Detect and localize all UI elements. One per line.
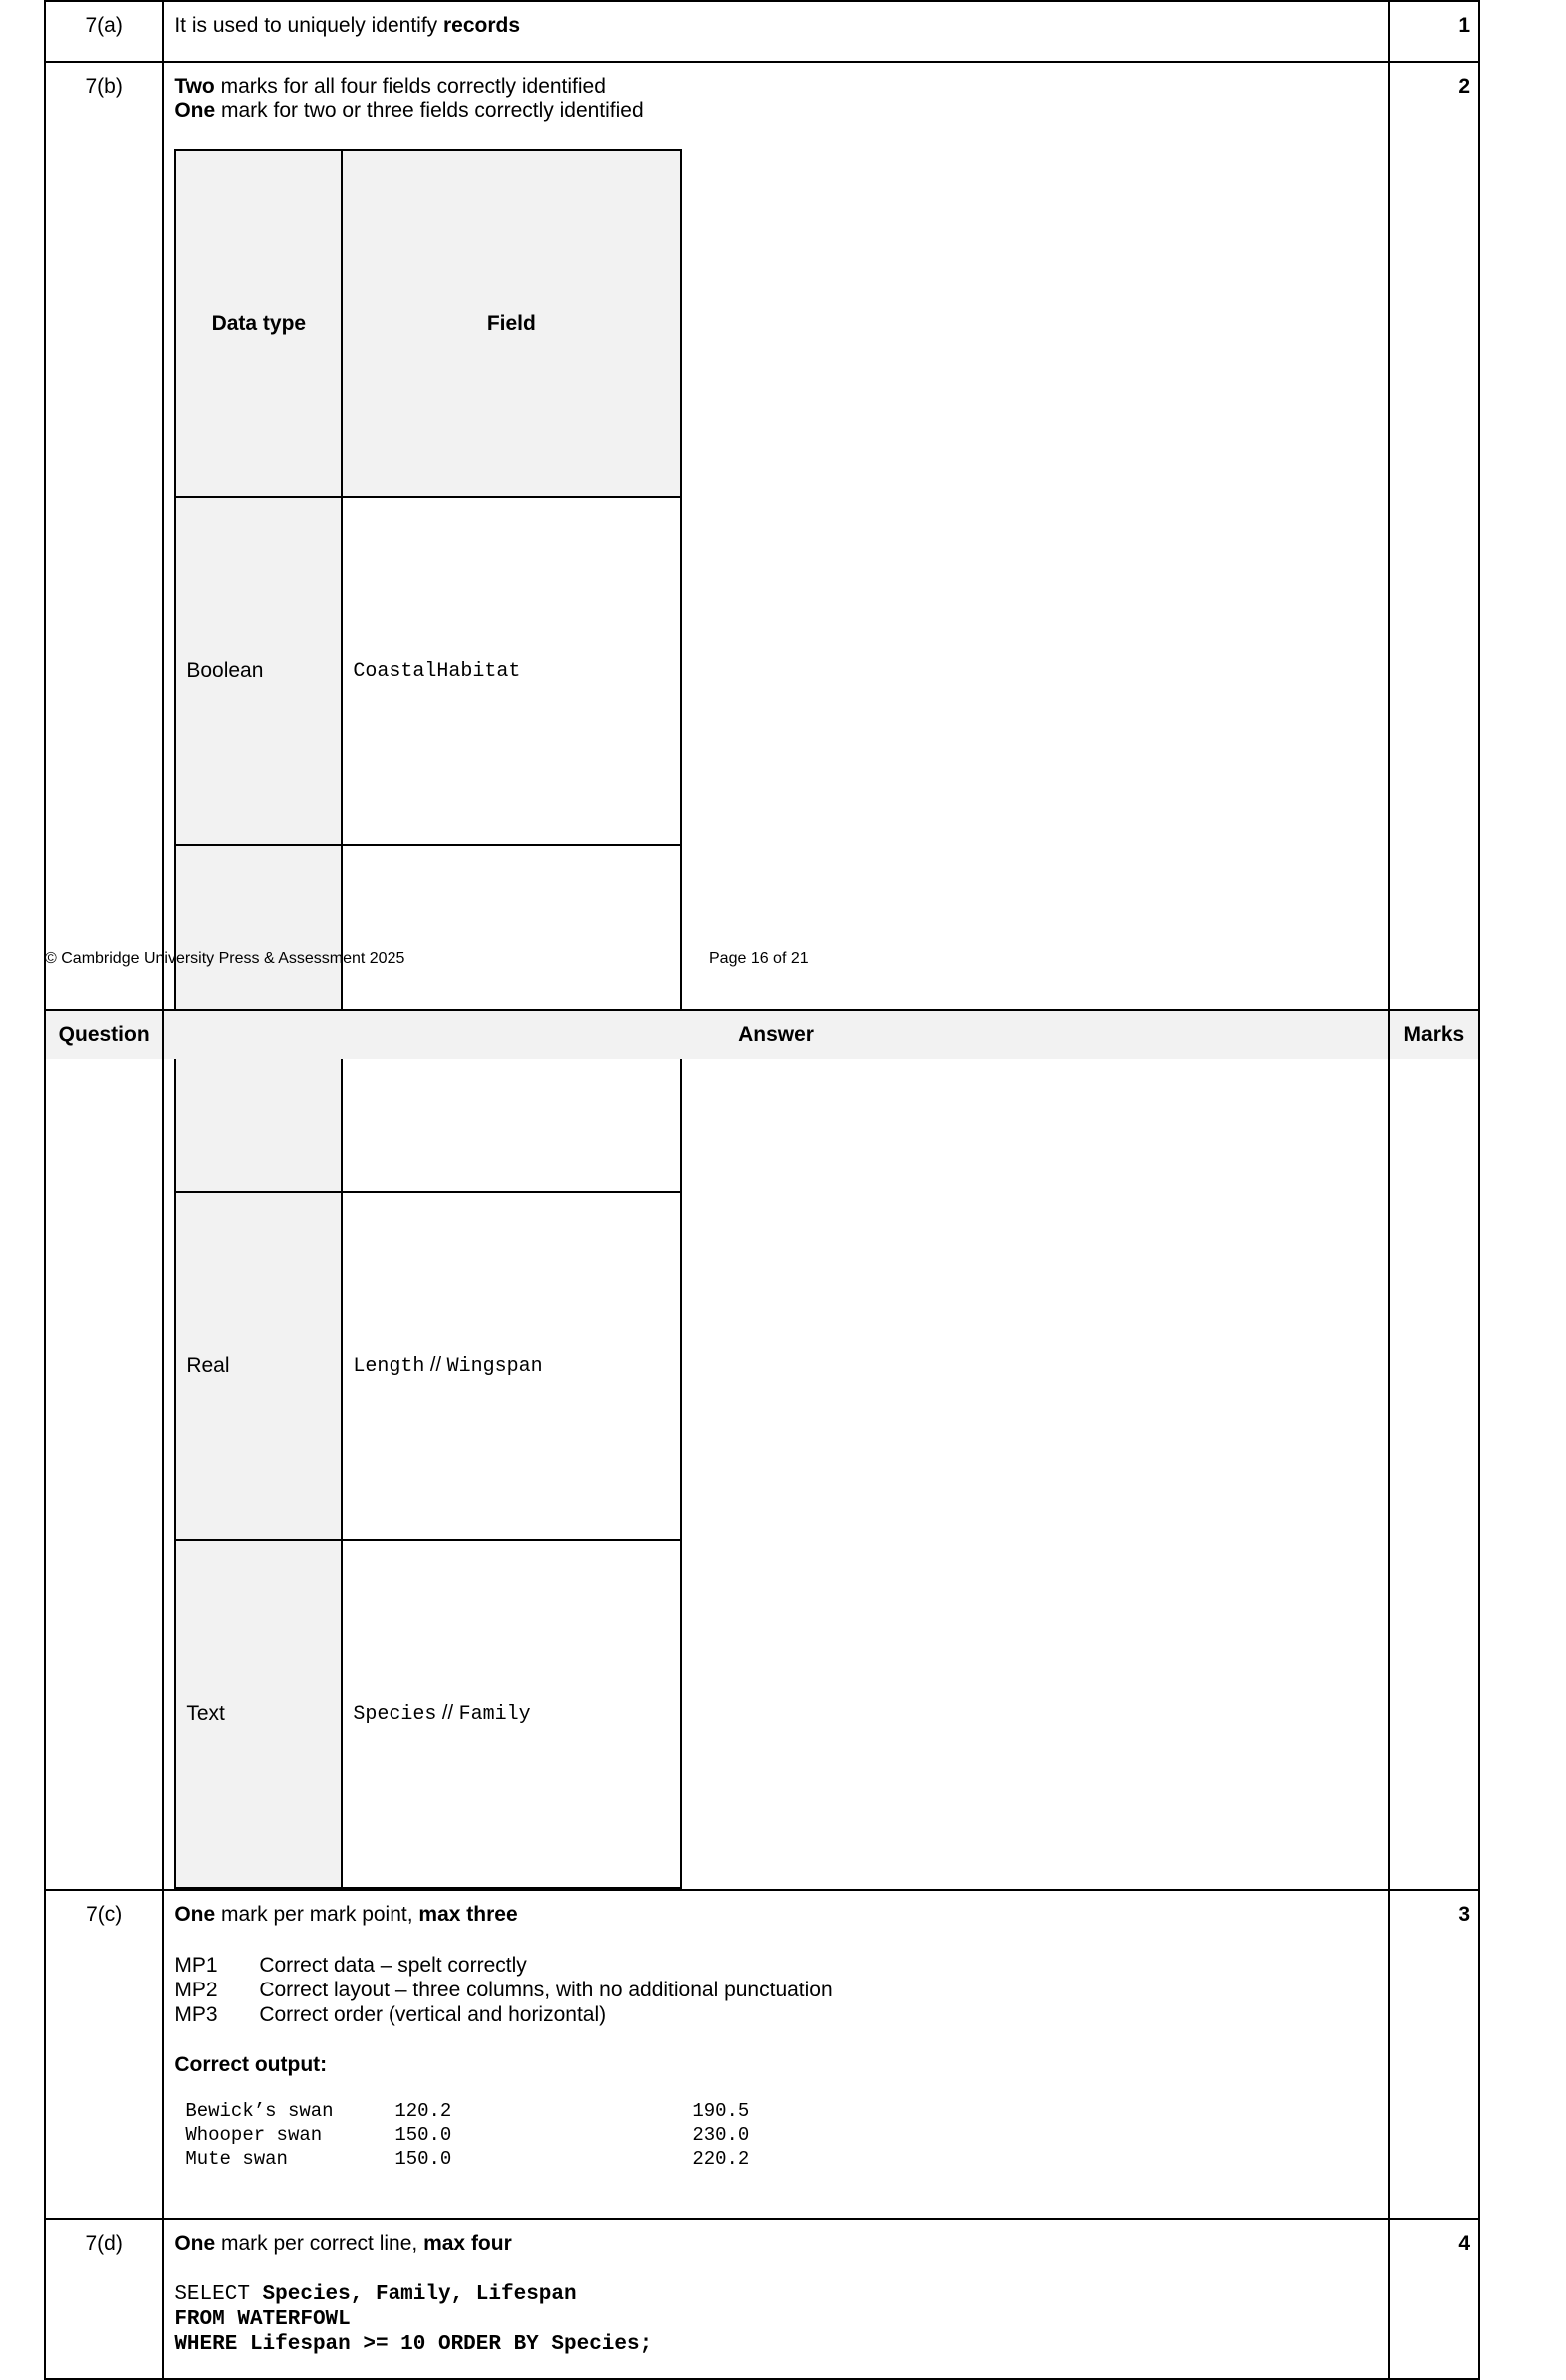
question-number: 7(c) — [45, 1890, 163, 2219]
sql-line: WHERE Lifespan >= 10 ORDER BY Species; — [174, 2333, 653, 2356]
marks-value: 1 — [1389, 1, 1479, 62]
answer-cell — [163, 1890, 1388, 2219]
field-token: Family — [458, 1703, 531, 1726]
answer-emphasis: records — [443, 14, 521, 37]
next-page-table-header — [44, 1009, 1480, 1059]
guidance-bold: One — [174, 99, 216, 122]
mark-point-key: MP1 — [174, 1954, 218, 1977]
guidance-bold: max three — [418, 1903, 518, 1926]
mark-point — [174, 2002, 1377, 2027]
data-type-row — [175, 497, 681, 845]
guidance-text: mark per correct line, — [215, 2232, 424, 2255]
output-species: Whooper swan — [185, 2124, 323, 2146]
output-length: 150.0 — [394, 2124, 452, 2146]
mark-point-text: Correct order (vertical and horizontal) — [259, 2003, 607, 2026]
field-separator: // — [436, 1702, 459, 1724]
mark-point-text: Correct layout – three columns, with no additional punctuation — [259, 1979, 833, 2001]
field-separator: // — [424, 1354, 447, 1376]
guidance-line — [174, 1903, 1377, 1927]
output-length: 120.2 — [394, 2100, 452, 2122]
answer-cell — [163, 1, 1388, 62]
guidance-bold: max four — [423, 2232, 512, 2255]
sql-fields: Species, Family, Lifespan — [262, 2283, 577, 2306]
copyright-notice: © Cambridge University Press & Assessment 2025 — [45, 950, 405, 967]
question-number: 7(d) — [45, 2219, 163, 2379]
header-row — [45, 1010, 1479, 1059]
output-species: Mute swan — [185, 2148, 288, 2170]
data-type-row — [175, 1192, 681, 1540]
output-length: 150.0 — [394, 2148, 452, 2170]
question-number: 7(a) — [45, 1, 163, 62]
guidance-line — [174, 99, 1377, 123]
mark-point — [174, 1978, 1377, 2002]
guidance-text: mark for two or three fields correctly identified — [215, 99, 644, 122]
marks-value: 2 — [1389, 62, 1479, 1890]
mark-point-key: MP2 — [174, 1979, 218, 2001]
output-wingspan: 220.2 — [692, 2148, 750, 2170]
guidance-line — [174, 2232, 1377, 2256]
question-number: 7(b) — [45, 62, 163, 1890]
table-row — [45, 1, 1479, 62]
guidance-bold: Two — [174, 75, 215, 98]
field-token: Length — [353, 1355, 425, 1378]
answer-cell — [163, 62, 1388, 1890]
header-question: Question — [45, 1010, 163, 1059]
output-row — [185, 2147, 1377, 2171]
mark-point-text: Correct data – spelt correctly — [259, 1954, 527, 1977]
guidance-text: mark per mark point, — [215, 1903, 419, 1926]
output-wingspan: 190.5 — [692, 2100, 750, 2122]
field-name — [342, 1540, 681, 1888]
guidance-bold: One — [174, 2232, 216, 2255]
table-row — [45, 62, 1479, 1890]
output-row — [185, 2099, 1377, 2123]
mark-scheme-table — [44, 0, 1480, 2380]
mark-point — [174, 1953, 1377, 1978]
data-type-name: Real — [175, 1192, 342, 1540]
table-row — [45, 1890, 1479, 2219]
marks-value: 4 — [1389, 2219, 1479, 2379]
marks-value: 3 — [1389, 1890, 1479, 2219]
data-type-name: Text — [175, 1540, 342, 1888]
answer-text: It is used to uniquely identify — [174, 14, 443, 37]
sql-line: FROM WATERFOWL — [174, 2308, 351, 2331]
field-token: CoastalHabitat — [353, 660, 521, 683]
guidance-line — [174, 75, 1377, 99]
data-type-row — [175, 1540, 681, 1888]
header-data-type: Data type — [175, 150, 342, 497]
data-type-name: Boolean — [175, 497, 342, 845]
mark-point-key: MP3 — [174, 2003, 218, 2026]
answer-cell — [163, 2219, 1388, 2379]
field-token: Species — [353, 1703, 437, 1726]
field-name — [342, 497, 681, 845]
output-wingspan: 230.0 — [692, 2124, 750, 2146]
guidance-bold: One — [174, 1903, 216, 1926]
header-field: Field — [342, 150, 681, 497]
header-marks: Marks — [1389, 1010, 1479, 1059]
sql-line — [174, 2282, 1377, 2307]
field-name — [342, 1192, 681, 1540]
correct-output — [185, 2099, 1377, 2171]
field-token: Wingspan — [446, 1355, 543, 1378]
header-answer: Answer — [163, 1010, 1388, 1059]
data-type-table-header — [175, 150, 681, 497]
guidance-text: marks for all four fields correctly identified — [214, 75, 606, 98]
output-label: Correct output: — [174, 2053, 328, 2076]
sql-keyword: SELECT — [174, 2283, 263, 2306]
output-species: Bewick’s swan — [185, 2100, 334, 2122]
table-row — [45, 2219, 1479, 2379]
output-row — [185, 2123, 1377, 2147]
page-number: Page 16 of 21 — [709, 950, 809, 967]
